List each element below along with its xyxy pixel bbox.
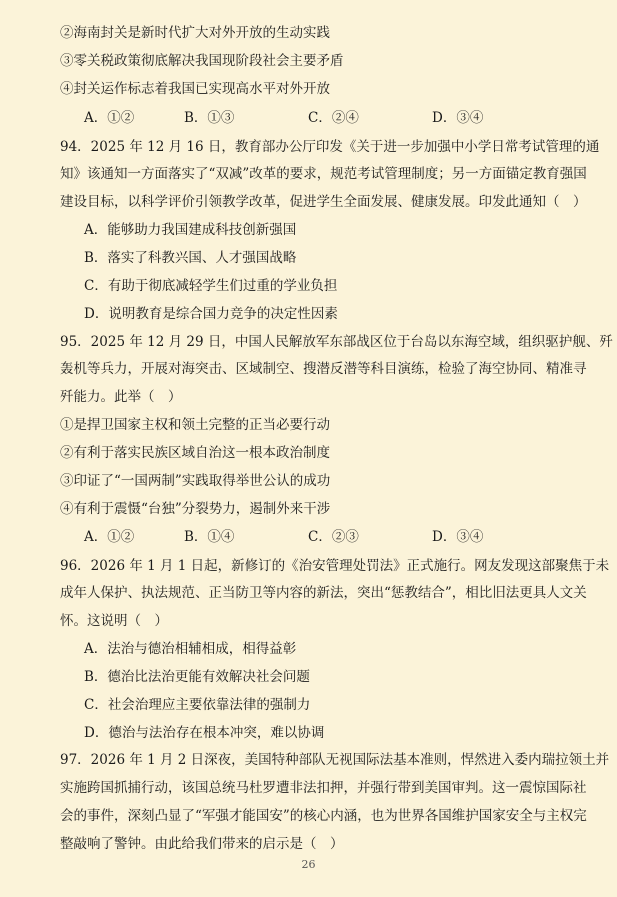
q97-stem-line-4: 整敲响了警钟。由此给我们带来的启示是（ ） xyxy=(60,836,344,852)
q94-option-c: C．有助于彻底减轻学生们过重的学业负担 xyxy=(84,278,338,294)
q95-option-b: B．①④ xyxy=(184,529,235,545)
q95-item-2: ②有利于落实民族区域自治这一根本政治制度 xyxy=(60,445,330,461)
q96-option-b: B．德治比法治更能有效解决社会问题 xyxy=(84,669,310,685)
q93-item-2: ②海南封关是新时代扩大对外开放的生动实践 xyxy=(60,25,330,41)
q94-stem-line-3: 建设目标，以科学评价引领教学改革，促进学生全面发展、健康发展。印发此通知（ ） xyxy=(60,194,587,210)
q95-stem-line-1: 95．2025 年 12 月 29 日，中国人民解放军东部战区位于台岛以东海空域，组织驱护舰、歼 xyxy=(60,334,613,350)
q94-option-a: A．能够助力我国建成科技创新强国 xyxy=(84,222,297,238)
q95-item-4: ④有利于震慑“台独”分裂势力，遏制外来干涉 xyxy=(60,501,331,517)
q94-stem-line-1: 94．2025 年 12 月 16 日，教育部办公厅印发《关于进一步加强中小学日常考试管理的通 xyxy=(60,139,600,155)
q96-stem-line-1: 96．2026 年 1 月 1 日起，新修订的《治安管理处罚法》正式施行。网友发现这部聚焦于未 xyxy=(60,558,610,574)
q96-stem-line-3: 怀。这说明（ ） xyxy=(60,613,168,629)
q93-option-b: B．①③ xyxy=(184,110,235,126)
q93-option-c: C．②④ xyxy=(308,110,359,126)
q95-stem-line-2: 轰机等兵力，开展对海突击、区域制空、搜潜反潜等科目演练，检验了海空协同、精准寻 xyxy=(60,361,587,377)
page-number: 26 xyxy=(301,858,316,871)
q96-stem-line-2: 成年人保护、执法规范、正当防卫等内容的新法，突出“惩教结合”，相比旧法更具人文关 xyxy=(60,585,587,601)
q93-item-4: ④封关运作标志着我国已实现高水平对外开放 xyxy=(60,81,330,97)
q93-option-d: D．③④ xyxy=(432,110,484,126)
q94-stem-line-2: 知》该通知一方面落实了“双减”改革的要求，规范考试管理制度；另一方面锚定教育强国 xyxy=(60,166,587,182)
q93-item-3: ③零关税政策彻底解决我国现阶段社会主要矛盾 xyxy=(60,53,344,69)
q93-options xyxy=(84,109,564,127)
q97-stem-line-1: 97．2026 年 1 月 2 日深夜，美国特种部队无视国际法基本准则，悍然进入委内瑞拉领土并 xyxy=(60,752,610,768)
q96-option-a: A．法治与德治相辅相成，相得益彰 xyxy=(84,641,297,657)
q97-stem-line-2: 实施跨国抓捕行动，该国总统马杜罗遭非法扣押，并强行带到美国审判。这一震惊国际社 xyxy=(60,780,587,796)
q95-option-d: D．③④ xyxy=(432,529,484,545)
q95-options xyxy=(84,528,564,546)
q95-option-c: C．②③ xyxy=(308,529,359,545)
q95-option-a: A．①② xyxy=(84,529,135,545)
q94-option-b: B．落实了科教兴国、人才强国战略 xyxy=(84,250,297,266)
q97-stem-line-3: 会的事件，深刻凸显了“军强才能国安”的核心内涵，也为世界各国维护国家安全与主权完 xyxy=(60,808,587,824)
q95-item-1: ①是捍卫国家主权和领土完整的正当必要行动 xyxy=(60,417,330,433)
q94-option-d: D．说明教育是综合国力竞争的决定性因素 xyxy=(84,306,338,322)
q93-option-a: A．①② xyxy=(84,110,135,126)
q96-option-c: C．社会治理应主要依靠法律的强制力 xyxy=(84,697,311,713)
q96-option-d: D．德治与法治存在根本冲突，难以协调 xyxy=(84,725,325,741)
q95-stem-line-3: 歼能力。此举（ ） xyxy=(60,389,182,405)
q95-item-3: ③印证了“一国两制”实践取得举世公认的成功 xyxy=(60,473,331,489)
